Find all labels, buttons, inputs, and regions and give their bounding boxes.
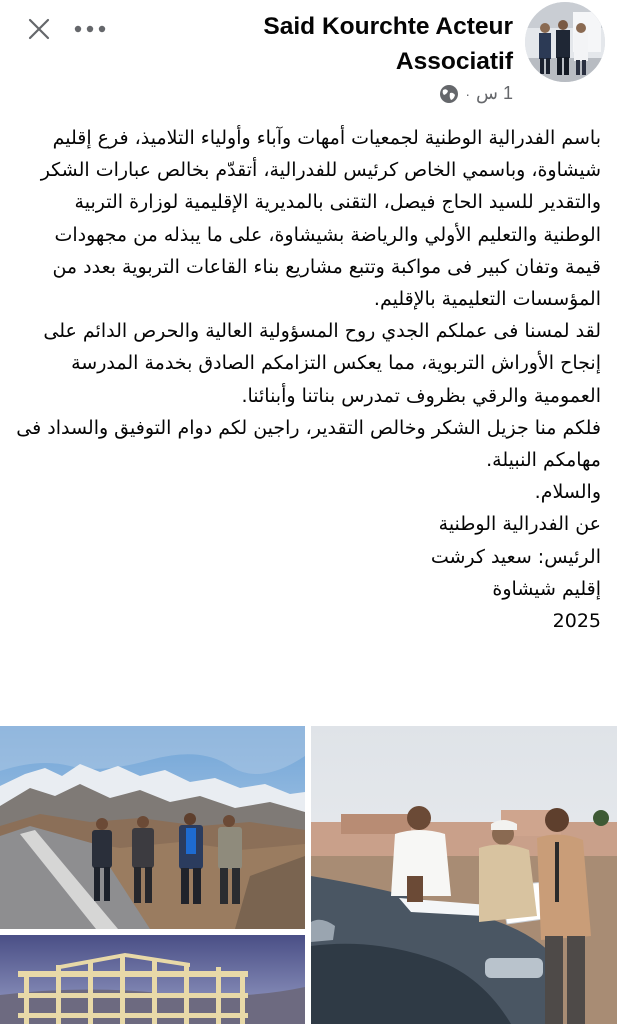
author-name[interactable]: Said Kourchte Acteur Associatif xyxy=(263,13,513,75)
photo-construction[interactable] xyxy=(0,935,305,1024)
globe-icon[interactable] xyxy=(439,84,459,104)
post-body-text: باسم الفدرالية الوطنية لجمعيات أمهات وآباء وأولياء التلاميذ، فرع إقليم شيشاوة، وباسمي الخاص كرئيس للفدرالية، أتقدّم بخالص عبارات الشكر والتقدير للسيد الحاج فيصل، التقنى بالمديرية الإقليمية لوزارة التربية الوطنية والتعليم الأولي والرياضة بشيشاوة، على ما يبذله من مجهودات قيمة وتفان كبير فى مواكبة وتتبع مشاريع بناء القاعات التربوية بعدد من المؤسسات التعليمية بالإقليم. لقد لمسنا فى عملكم الجدي روح المسؤولية العالية والحرص الدائم على إنجاح الأوراش التربوية، مما يعكس التزامكم الصادق بخدمة المدرسة العمومية والرقي بظروف تمدرس بناتنا وأبنائنا. فلكم منا جزيل الشكر وخالص التقدير، راجين لكم دوام التوفيق والسداد فى مهامكم النبيلة. والسلام. عن الفدرالية الوطنية الرئيس: سعيد كرشت إقليم شيشاوة 2025 xyxy=(16,127,601,633)
meta-separator: · xyxy=(465,85,470,102)
post-header xyxy=(0,0,617,110)
close-button[interactable] xyxy=(22,12,56,46)
photo-plans-review[interactable] xyxy=(311,726,617,1024)
more-icon xyxy=(74,25,106,33)
photo-mountain-road[interactable] xyxy=(0,726,305,929)
post-meta xyxy=(439,83,513,104)
more-options-button[interactable] xyxy=(70,12,110,46)
avatar[interactable] xyxy=(525,2,605,82)
close-icon xyxy=(28,18,50,40)
photo-grid xyxy=(0,726,617,1024)
timestamp[interactable]: 1 س xyxy=(476,83,513,103)
